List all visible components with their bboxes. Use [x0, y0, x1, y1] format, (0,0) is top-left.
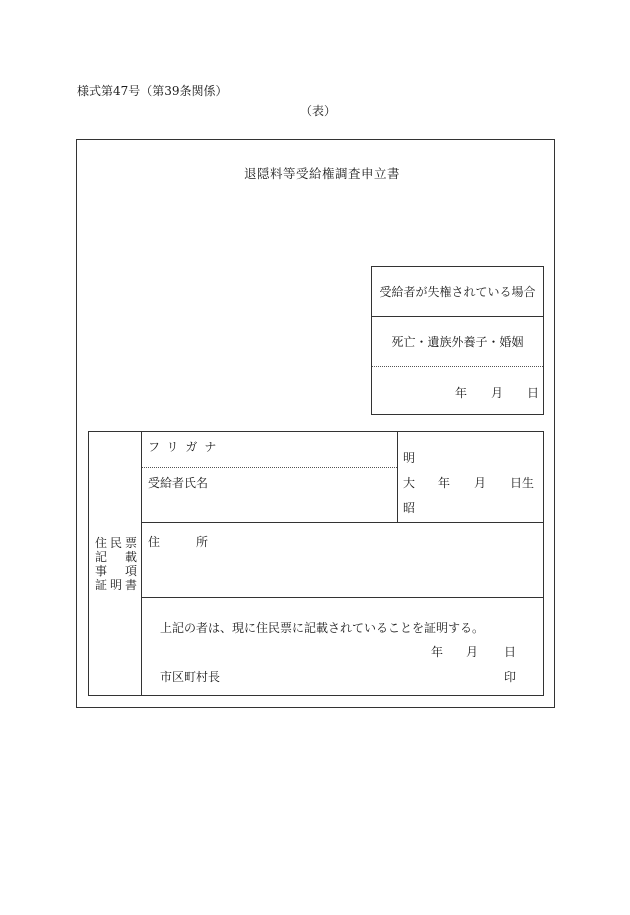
certification-date-field[interactable] [389, 637, 539, 659]
form-title: 退隠料等受給権調査申立書 [244, 166, 401, 181]
lost-date-day-label: 日 [527, 386, 540, 400]
lost-date-year-label: 年 [455, 386, 468, 400]
form-number: 様式第47号（第39条関係） [77, 84, 228, 98]
furigana-field[interactable] [145, 434, 395, 466]
certification-statement: 上記の者は、現に住民票に記載されていることを証明する。 [160, 621, 485, 635]
furigana-divider [142, 467, 397, 468]
lost-date-month-label: 月 [491, 386, 504, 400]
furigana-label: フリガナ [148, 440, 224, 454]
certificate-side-column [89, 432, 142, 695]
lost-rights-box [371, 266, 544, 415]
birth-day-label: 日生 [510, 476, 535, 490]
era-showa: 昭 [403, 501, 416, 515]
address-label-first: 住 [148, 535, 161, 549]
name-birth-divider [397, 432, 398, 522]
cert-year-label: 年 [431, 645, 444, 659]
era-taisho: 大 [403, 476, 416, 490]
birth-month-label: 月 [474, 476, 487, 490]
seal-mark: 印 [504, 670, 517, 684]
front-side-label: （表） [300, 104, 337, 118]
address-label-second: 所 [196, 535, 209, 549]
name-address-divider [142, 522, 544, 523]
lost-rights-reasons: 死亡・遺族外養子・婚姻 [391, 335, 524, 349]
address-statement-divider [142, 597, 544, 598]
recipient-name-field[interactable] [145, 470, 395, 520]
cert-day-label: 日 [504, 645, 517, 659]
lost-rights-heading-cell [372, 267, 543, 317]
birth-year-label: 年 [438, 476, 451, 490]
recipient-name-label: 受給者氏名 [148, 476, 209, 490]
cert-month-label: 月 [466, 645, 479, 659]
mayor-signature-field[interactable] [229, 662, 489, 684]
era-meiji: 明 [403, 451, 416, 465]
mayor-signer-label: 市区町村長 [160, 670, 221, 684]
address-field[interactable] [145, 525, 541, 595]
lost-rights-heading: 受給者が失権されている場合 [379, 285, 536, 299]
lost-rights-date-field[interactable] [372, 367, 543, 415]
certificate-side-label: 住民票 記 載 事 項 証明書 [95, 536, 141, 592]
lost-rights-reason-cell[interactable] [372, 317, 543, 367]
residence-certificate-table [88, 431, 544, 696]
